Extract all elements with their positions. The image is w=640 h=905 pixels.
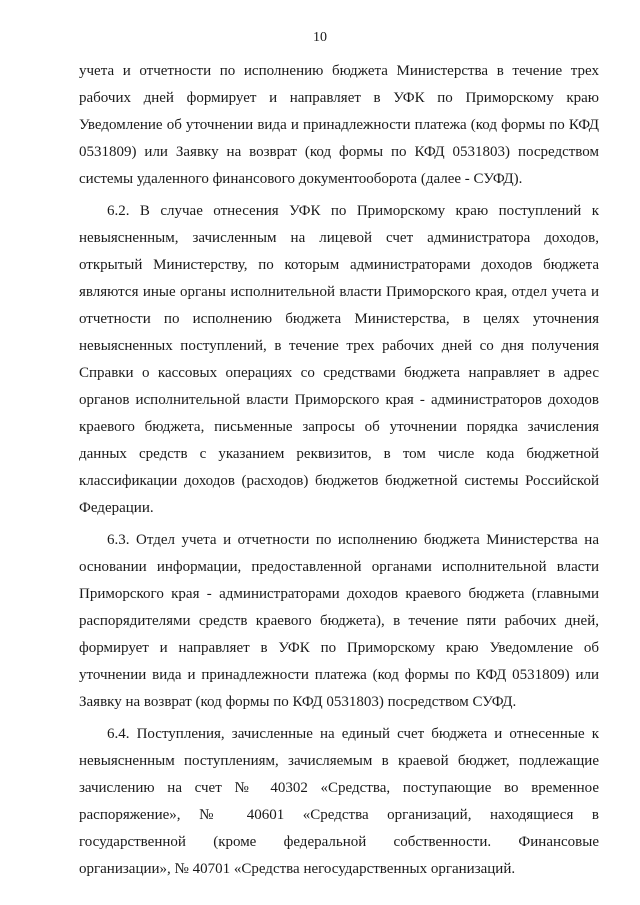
page-number: 10 [313,30,327,45]
document-body [79,58,599,883]
paragraph-6-2: 6.2. В случае отнесения УФК по Приморскому краю поступлений к невыясненным, зачисленным на лицевой счет администратора доходов, открытый Министерству, по которым администраторами доходов бюджета являются иные органы исполнительной власти Приморского края, отдел учета и отчетности по исполнению бюджета Министерства, в целях уточнения невыясненных поступлений, в течение трех рабочих дней со дня получения Справки о кассовых операциях со средствами бюджета направляет в адрес органов исполнительной власти Приморского края - администраторов доходов краевого бюджета, письменные запросы об уточнении порядка зачисления данных средств с указанием реквизитов, в том числе кода бюджетной классификации доходов (расходов) бюджетов бюджетной системы Российской Федерации. [79,203,599,516]
paragraph-6-3: 6.3. Отдел учета и отчетности по исполнению бюджета Министерства на основании информации, предоставленной органами исполнительной власти Приморского края - администраторами доходов краевого бюджета (главными распорядителями средств краевого бюджета), в течение пяти рабочих дней, формирует и направляет в УФК по Приморскому краю Уведомление об уточнении вида и принадлежности платежа (код формы по КФД 0531809) или Заявку на возврат (код формы по КФД 0531803) посредством СУФД. [79,532,599,710]
paragraph-continuation: учета и отчетности по исполнению бюджета Министерства в течение трех рабочих дней формирует и направляет в УФК по Приморскому краю Уведомление об уточнении вида и принадлежности платежа (код формы по КФД 0531809) или Заявку на возврат (код формы по КФД 0531803) посредством системы удаленного финансового документооборота (далее - СУФД). [79,63,599,187]
paragraph-6-4: 6.4. Поступления, зачисленные на единый счет бюджета и отнесенные к невыясненным поступлениям, зачисляемым в краевой бюджет, подлежащие зачислению на счет № 40302 «Средства, поступающие во временное распоряжение», № 40601 «Средства организаций, находящиеся в государственной (кроме федеральной собственности. Финансовые организации», № 40701 «Средства негосударственных организаций. [79,726,599,877]
